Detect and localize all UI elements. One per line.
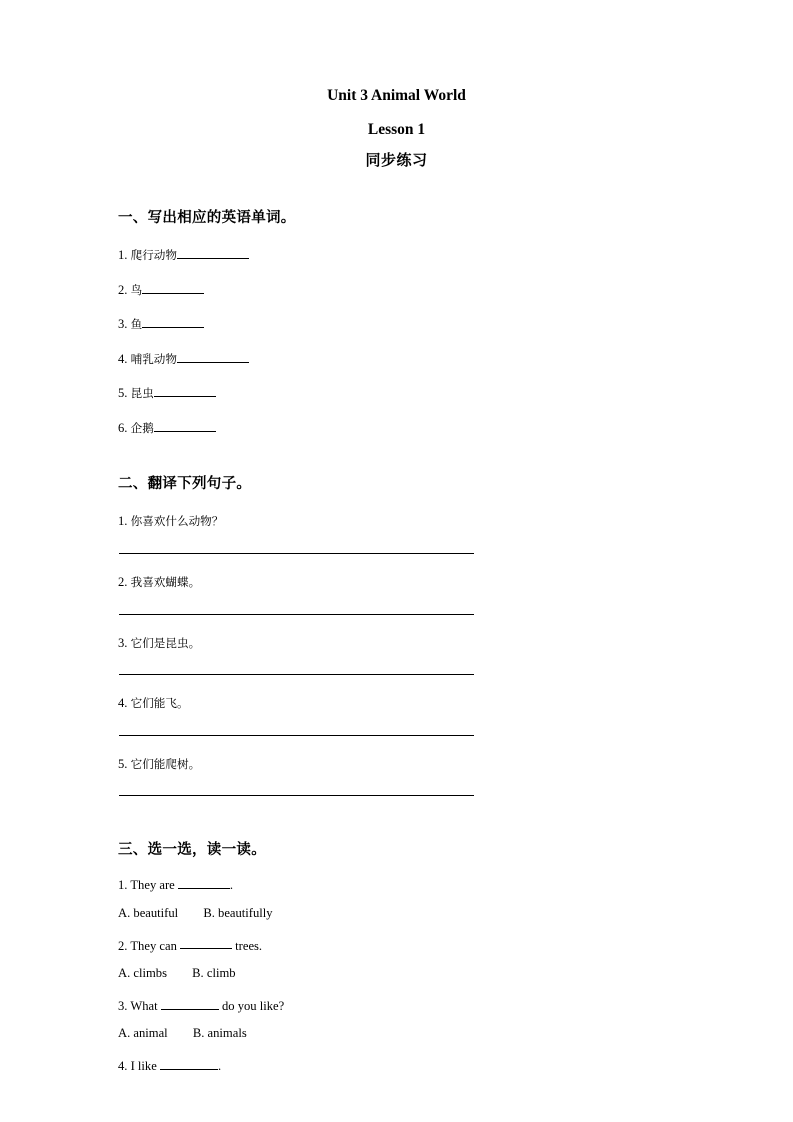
item-text: 你喜欢什么动物？: [130, 514, 224, 529]
question-options[interactable]: A. climbs B. climb: [118, 966, 236, 981]
section-heading-3: 三、选一选，读一读。: [118, 842, 266, 859]
answer-line[interactable]: [119, 674, 474, 675]
item-number: 1.: [118, 514, 128, 529]
item-number: 4.: [118, 351, 128, 366]
list-item: [118, 384, 675, 400]
answer-blank[interactable]: [161, 997, 219, 1010]
question-stem: [118, 876, 675, 892]
list-item: [118, 515, 675, 528]
document-title-subtitle: 同步练习: [365, 151, 428, 169]
question-options[interactable]: A. animal B. animals: [118, 1026, 247, 1041]
list-item: [118, 281, 675, 297]
answer-blank[interactable]: [177, 350, 249, 363]
question-options[interactable]: A. beautiful B. beautifully: [118, 905, 273, 920]
item-text: 它们是昆虫。: [130, 635, 201, 650]
item-text: 它们能飞。: [130, 696, 189, 711]
item-text: 鸟: [130, 282, 143, 297]
answer-line[interactable]: [119, 735, 474, 736]
question-stem: [118, 997, 675, 1013]
list-item: [118, 246, 675, 262]
item-number: 2.: [118, 282, 128, 297]
answer-blank[interactable]: [180, 937, 232, 950]
list-item: [118, 315, 675, 331]
section-heading-2: 二、翻译下列句子。: [118, 476, 252, 493]
question-stem: [118, 937, 675, 953]
answer-blank[interactable]: [154, 419, 216, 432]
item-number: 2.: [118, 574, 128, 589]
item-number: 3.: [118, 317, 128, 332]
item-number: 5.: [118, 386, 128, 401]
item-number: 1.: [118, 247, 128, 262]
item-number: 6.: [118, 420, 128, 435]
question-text-tail: do you like?: [218, 998, 285, 1013]
list-item: [118, 697, 675, 710]
answer-line[interactable]: [119, 553, 474, 554]
document-title-lesson: Lesson 1: [367, 120, 426, 138]
question-text: 1. They are: [118, 878, 178, 893]
item-number: 5.: [118, 756, 128, 771]
item-text: 我喜欢蝴蝶。: [130, 574, 201, 589]
question-text-tail: .: [217, 1058, 222, 1073]
answer-blank[interactable]: [160, 1057, 218, 1070]
item-text: 昆虫: [130, 386, 154, 401]
item-text: 爬行动物: [130, 247, 177, 262]
list-item: [118, 758, 675, 771]
question-stem: [118, 1057, 675, 1073]
item-number: 3.: [118, 635, 128, 650]
question-text-tail: .: [229, 878, 234, 893]
list-item: [118, 576, 675, 589]
answer-line[interactable]: [119, 614, 474, 615]
answer-blank[interactable]: [142, 281, 204, 294]
document-title-unit: Unit 3 Animal World: [327, 87, 466, 104]
list-item: [118, 419, 675, 435]
question-text: 3. What: [118, 998, 161, 1013]
answer-blank[interactable]: [178, 876, 230, 889]
section-heading-1: 一、写出相应的英语单词。: [118, 210, 296, 226]
answer-blank[interactable]: [177, 246, 249, 259]
item-text: 企鹅: [130, 420, 154, 435]
list-item: [118, 637, 675, 650]
item-text: 鱼: [130, 317, 143, 332]
item-number: 4.: [118, 696, 128, 711]
list-item: [118, 350, 675, 366]
item-text: 它们能爬树。: [130, 756, 201, 771]
answer-blank[interactable]: [142, 315, 204, 328]
item-text: 哺乳动物: [130, 351, 177, 366]
answer-line[interactable]: [119, 795, 474, 796]
question-text-tail: trees.: [232, 938, 263, 953]
question-text: 2. They can: [118, 938, 181, 953]
answer-blank[interactable]: [154, 384, 216, 397]
question-text: 4. I like: [118, 1058, 160, 1073]
